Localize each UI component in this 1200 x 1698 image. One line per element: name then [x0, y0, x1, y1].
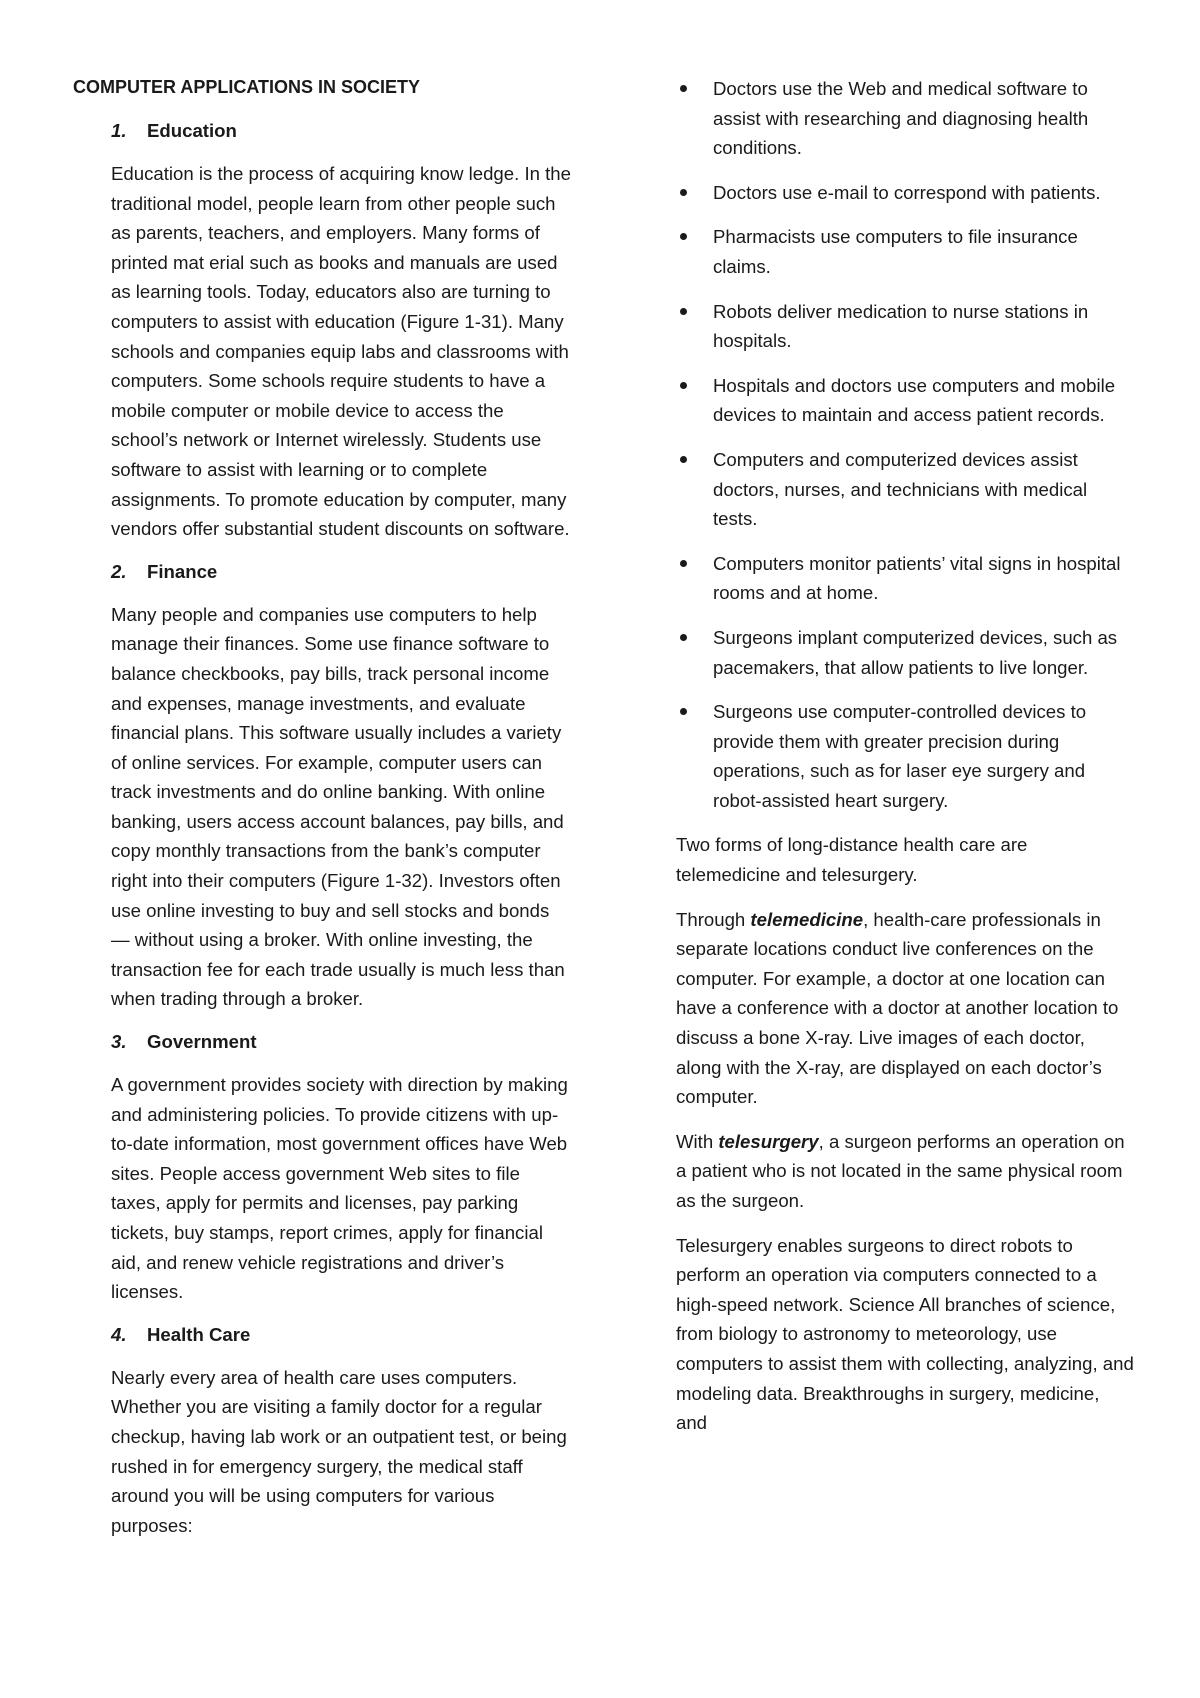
telemedicine-lead: Through — [676, 908, 751, 930]
section-heading-government — [73, 1029, 573, 1055]
section-heading-health-care — [73, 1322, 573, 1348]
telemedicine-rest: , health-care professionals in separate locations conduct live conferences on the computer. For example, a doctor at one location can have a conference with a doctor at another location to discuss a bone X-ray. Live images of each doctor, along with the X-ray, are displayed on each doctor’s computer. — [676, 908, 1119, 1108]
list-item — [676, 222, 1134, 281]
telesurgery-lead: With — [676, 1130, 719, 1152]
list-item — [676, 697, 1134, 815]
list-item — [676, 74, 1134, 163]
section-number: 4. — [111, 1323, 127, 1345]
section-number: 3. — [111, 1031, 127, 1053]
document-title: COMPUTER APPLICATIONS IN SOCIETY — [73, 77, 421, 97]
list-item — [676, 623, 1134, 682]
bullet-icon — [680, 85, 687, 92]
bullet-icon — [680, 634, 687, 641]
list-item-text: Surgeons implant computerized devices, such as pacemakers, that allow patients to live longer. — [713, 626, 1118, 678]
list-item-text: Robots deliver medication to nurse stations in hospitals. — [713, 300, 1089, 352]
list-item-text: Doctors use e-mail to correspond with patients. — [713, 181, 1101, 203]
health-care-intro-paragraph: Nearly every area of health care uses computers. Whether you are visiting a family doctor for a regular checkup, having lab work or an outpatient test, or being rushed in for emergency surgery, the medical staff around you will be using computers for various purposes: — [111, 1366, 567, 1536]
bullet-icon — [680, 308, 687, 315]
list-item — [676, 178, 1134, 208]
health-care-bullet-list — [676, 74, 1134, 815]
bullet-icon — [680, 560, 687, 567]
list-item — [676, 297, 1134, 356]
bullet-icon — [680, 233, 687, 240]
list-item-text: Hospitals and doctors use computers and mobile devices to maintain and access patient records. — [713, 374, 1116, 426]
list-item — [676, 371, 1134, 430]
telemedicine-paragraph — [676, 905, 1134, 1112]
bullet-icon — [680, 456, 687, 463]
section-heading-finance — [73, 559, 573, 585]
telesurgery-paragraph — [676, 1127, 1134, 1216]
list-item — [676, 549, 1134, 608]
section-title: Finance — [147, 560, 218, 582]
list-item-text: Pharmacists use computers to file insurance claims. — [713, 226, 1078, 277]
section-number: 1. — [111, 120, 127, 141]
section-title: Education — [147, 120, 237, 141]
telesurgery-rest: , a surgeon performs an operation on a patient who is not located in the same physical room as the surgeon. — [676, 1130, 1125, 1211]
list-item-text: Computers and computerized devices assist doctors, nurses, and technicians with medical tests. — [713, 448, 1088, 530]
section-title: Government — [147, 1031, 257, 1053]
long-distance-paragraph: Two forms of long-distance health care are telemedicine and telesurgery. — [676, 834, 1028, 886]
bullet-icon — [680, 382, 687, 389]
finance-paragraph: Many people and companies use computers to help manage their finances. Some use finance software to balance checkbooks, pay bills, track personal income and expenses, manage investments, and evaluate financial plans. This software usually includes a variety of online services. For example, computer users can track investments and do online banking. With online banking, users access account balances, pay bills, and copy monthly transactions from the bank’s computer right into their computers (Figure 1-32). Investors often use online investing to buy and sell stocks and bonds — without using a broker. With online investing, the transaction fee for each trade usually is much less than when trading through a broker. — [111, 603, 565, 1010]
telesurgery-science-paragraph: Telesurgery enables surgeons to direct robots to perform an operation via computers connected to a high-speed network. Science All branches of science, from biology to astronomy to meteorology, use computers to assist them with collecting, analyzing, and modeling data. Breakthroughs in surgery, medicine, and — [676, 1234, 1134, 1434]
list-item — [676, 445, 1134, 534]
bullet-icon — [680, 708, 687, 715]
telemedicine-term: telemedicine — [750, 908, 864, 930]
right-column — [676, 74, 1134, 1453]
list-item-text: Computers monitor patients’ vital signs in hospital rooms and at home. — [713, 552, 1121, 604]
bullet-icon — [680, 189, 687, 196]
telesurgery-term: telesurgery — [718, 1130, 819, 1152]
section-heading-education — [73, 118, 573, 144]
education-paragraph: Education is the process of acquiring know ledge. In the traditional model, people learn from other people such as parents, teachers, and employers. Many forms of printed mat erial such as books and manuals are used as learning tools. Today, educators also are turning to computers to assist with education (Figure 1-31). Many schools and companies equip labs and classrooms with computers. Some schools require students to have a mobile computer or mobile device to access the school’s network or Internet wirelessly. Students use software to assist with learning or to complete assignments. To promote education by computer, many vendors offer substantial student discounts on software. — [111, 163, 571, 540]
section-number: 2. — [111, 560, 127, 582]
list-item-text: Surgeons use computer-controlled devices to provide them with greater precision during operations, such as for laser eye surgery and robot-assisted heart surgery. — [713, 701, 1087, 811]
section-title: Health Care — [147, 1323, 251, 1345]
list-item-text: Doctors use the Web and medical software to assist with researching and diagnosing health conditions. — [713, 78, 1089, 159]
left-column — [73, 74, 573, 1555]
government-paragraph: A government provides society with direction by making and administering policies. To provide citizens with up-to-date information, most government offices have Web sites. People access government Web sites to file taxes, apply for permits and licenses, pay parking tickets, buy stamps, report crimes, apply for financial aid, and renew vehicle registrations and driver’s licenses. — [111, 1074, 568, 1303]
